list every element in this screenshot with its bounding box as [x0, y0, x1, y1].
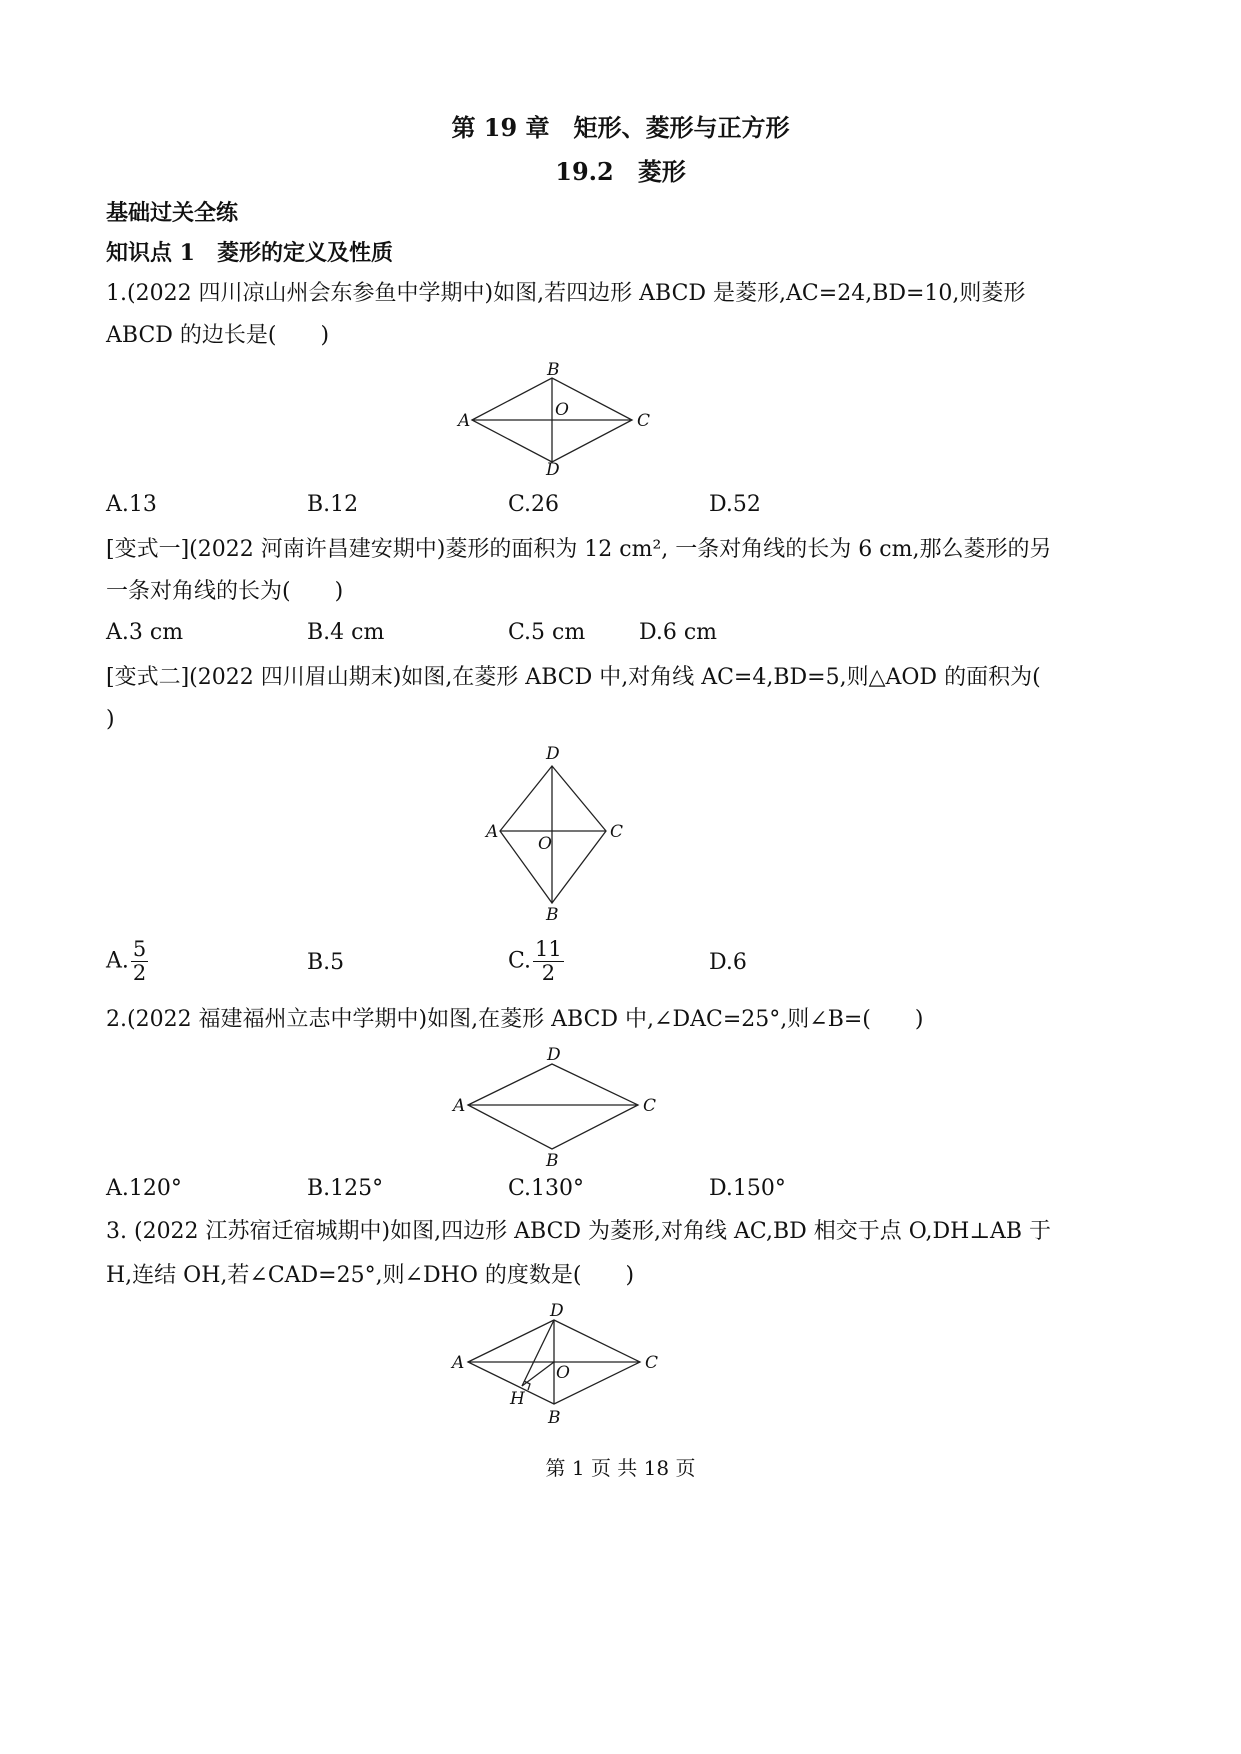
v1-text-line2: 一条对角线的长为( ) [106, 579, 344, 604]
v2-label-c: C [610, 822, 624, 842]
v2-rhombus-figure [482, 742, 632, 924]
q3-segment-dh [522, 1320, 554, 1386]
q1-label-c: C [637, 411, 651, 431]
v1-option-b: B.4 cm [307, 620, 385, 645]
q2-option-d: D.150° [709, 1176, 786, 1201]
q1-option-a: A.13 [106, 492, 157, 517]
q3-rhombus-figure [444, 1300, 674, 1432]
v2-option-c-fraction [533, 938, 564, 985]
v2-option-d: D.6 [709, 950, 747, 975]
q1-label-d: D [546, 460, 560, 480]
v2-option-a-fraction [131, 938, 148, 985]
q1-text-line1: 1.(2022 四川凉山州会东参鱼中学期中)如图,若四边形 ABCD 是菱形,AC=24,BD=10,则菱形 [106, 281, 1026, 306]
v1-option-a: A.3 cm [106, 620, 184, 645]
v2-label-d: D [546, 744, 560, 764]
v2-option-a [106, 938, 148, 985]
v2-option-a-prefix: A. [106, 948, 129, 974]
q1-option-b: B.12 [307, 492, 359, 517]
v2-text-line2: ) [106, 707, 115, 732]
v2-text-line1: [变式二](2022 四川眉山期末)如图,在菱形 ABCD 中,对角线 AC=4,BD=5,则△AOD 的面积为( [106, 665, 1041, 690]
q1-option-c: C.26 [508, 492, 560, 517]
q2-text-line1: 2.(2022 福建福州立志中学期中)如图,在菱形 ABCD 中,∠DAC=25°,则∠B=( ) [106, 1007, 924, 1032]
v2-label-a: A [486, 822, 499, 842]
v2-option-c-denominator: 2 [541, 961, 556, 985]
v2-option-c-numerator: 11 [535, 937, 562, 961]
page-footer: 第 1 页 共 18 页 [545, 1456, 696, 1480]
q1-text-line2: ABCD 的边长是( ) [106, 323, 330, 348]
q3-label-d: D [550, 1301, 564, 1321]
knowledge-point-heading: 知识点 1 菱形的定义及性质 [106, 240, 393, 266]
v2-option-b: B.5 [307, 950, 345, 975]
q2-label-b: B [546, 1151, 559, 1171]
q1-label-b: B [547, 360, 560, 380]
q3-right-angle-mark [524, 1381, 530, 1390]
q3-label-b: B [548, 1408, 561, 1428]
q2-option-c: C.130° [508, 1176, 585, 1201]
v1-option-d: D.6 cm [639, 620, 718, 645]
v2-label-b: B [546, 905, 559, 925]
section-heading: 基础过关全练 [106, 200, 239, 226]
v2-option-a-denominator: 2 [132, 961, 147, 985]
q3-label-c: C [645, 1353, 659, 1373]
q3-text-line2: H,连结 OH,若∠CAD=25°,则∠DHO 的度数是( ) [106, 1263, 635, 1288]
q3-label-a: A [452, 1353, 465, 1373]
chapter-title: 第 19 章 矩形、菱形与正方形 [451, 113, 790, 142]
v1-option-c: C.5 cm [508, 620, 586, 645]
q3-text-line1: 3. (2022 江苏宿迁宿城期中)如图,四边形 ABCD 为菱形,对角线 AC,BD 相交于点 O,DH⊥AB 于 [106, 1219, 1052, 1244]
q2-label-d: D [547, 1045, 561, 1065]
q2-label-a: A [453, 1096, 466, 1116]
q3-label-o: O [556, 1363, 570, 1383]
q2-label-c: C [643, 1096, 657, 1116]
q2-option-a: A.120° [106, 1176, 182, 1201]
q1-rhombus-figure [450, 358, 660, 478]
section-title: 19.2 菱形 [555, 157, 686, 186]
v2-label-o: O [538, 834, 552, 854]
q1-label-o: O [555, 400, 569, 420]
q2-rhombus-outline [468, 1064, 638, 1149]
v2-option-c-prefix: C. [508, 948, 532, 974]
q3-label-h: H [510, 1389, 525, 1409]
q2-option-b: B.125° [307, 1176, 384, 1201]
q2-rhombus-figure [448, 1042, 668, 1170]
v1-text-line1: [变式一](2022 河南许昌建安期中)菱形的面积为 12 cm², 一条对角线的长为 6 cm,那么菱形的另 [106, 537, 1052, 562]
v2-option-a-numerator: 5 [132, 937, 147, 961]
v2-rhombus-outline [500, 766, 606, 903]
v2-option-c [508, 938, 564, 985]
q1-label-a: A [458, 411, 471, 431]
q1-option-d: D.52 [709, 492, 761, 517]
